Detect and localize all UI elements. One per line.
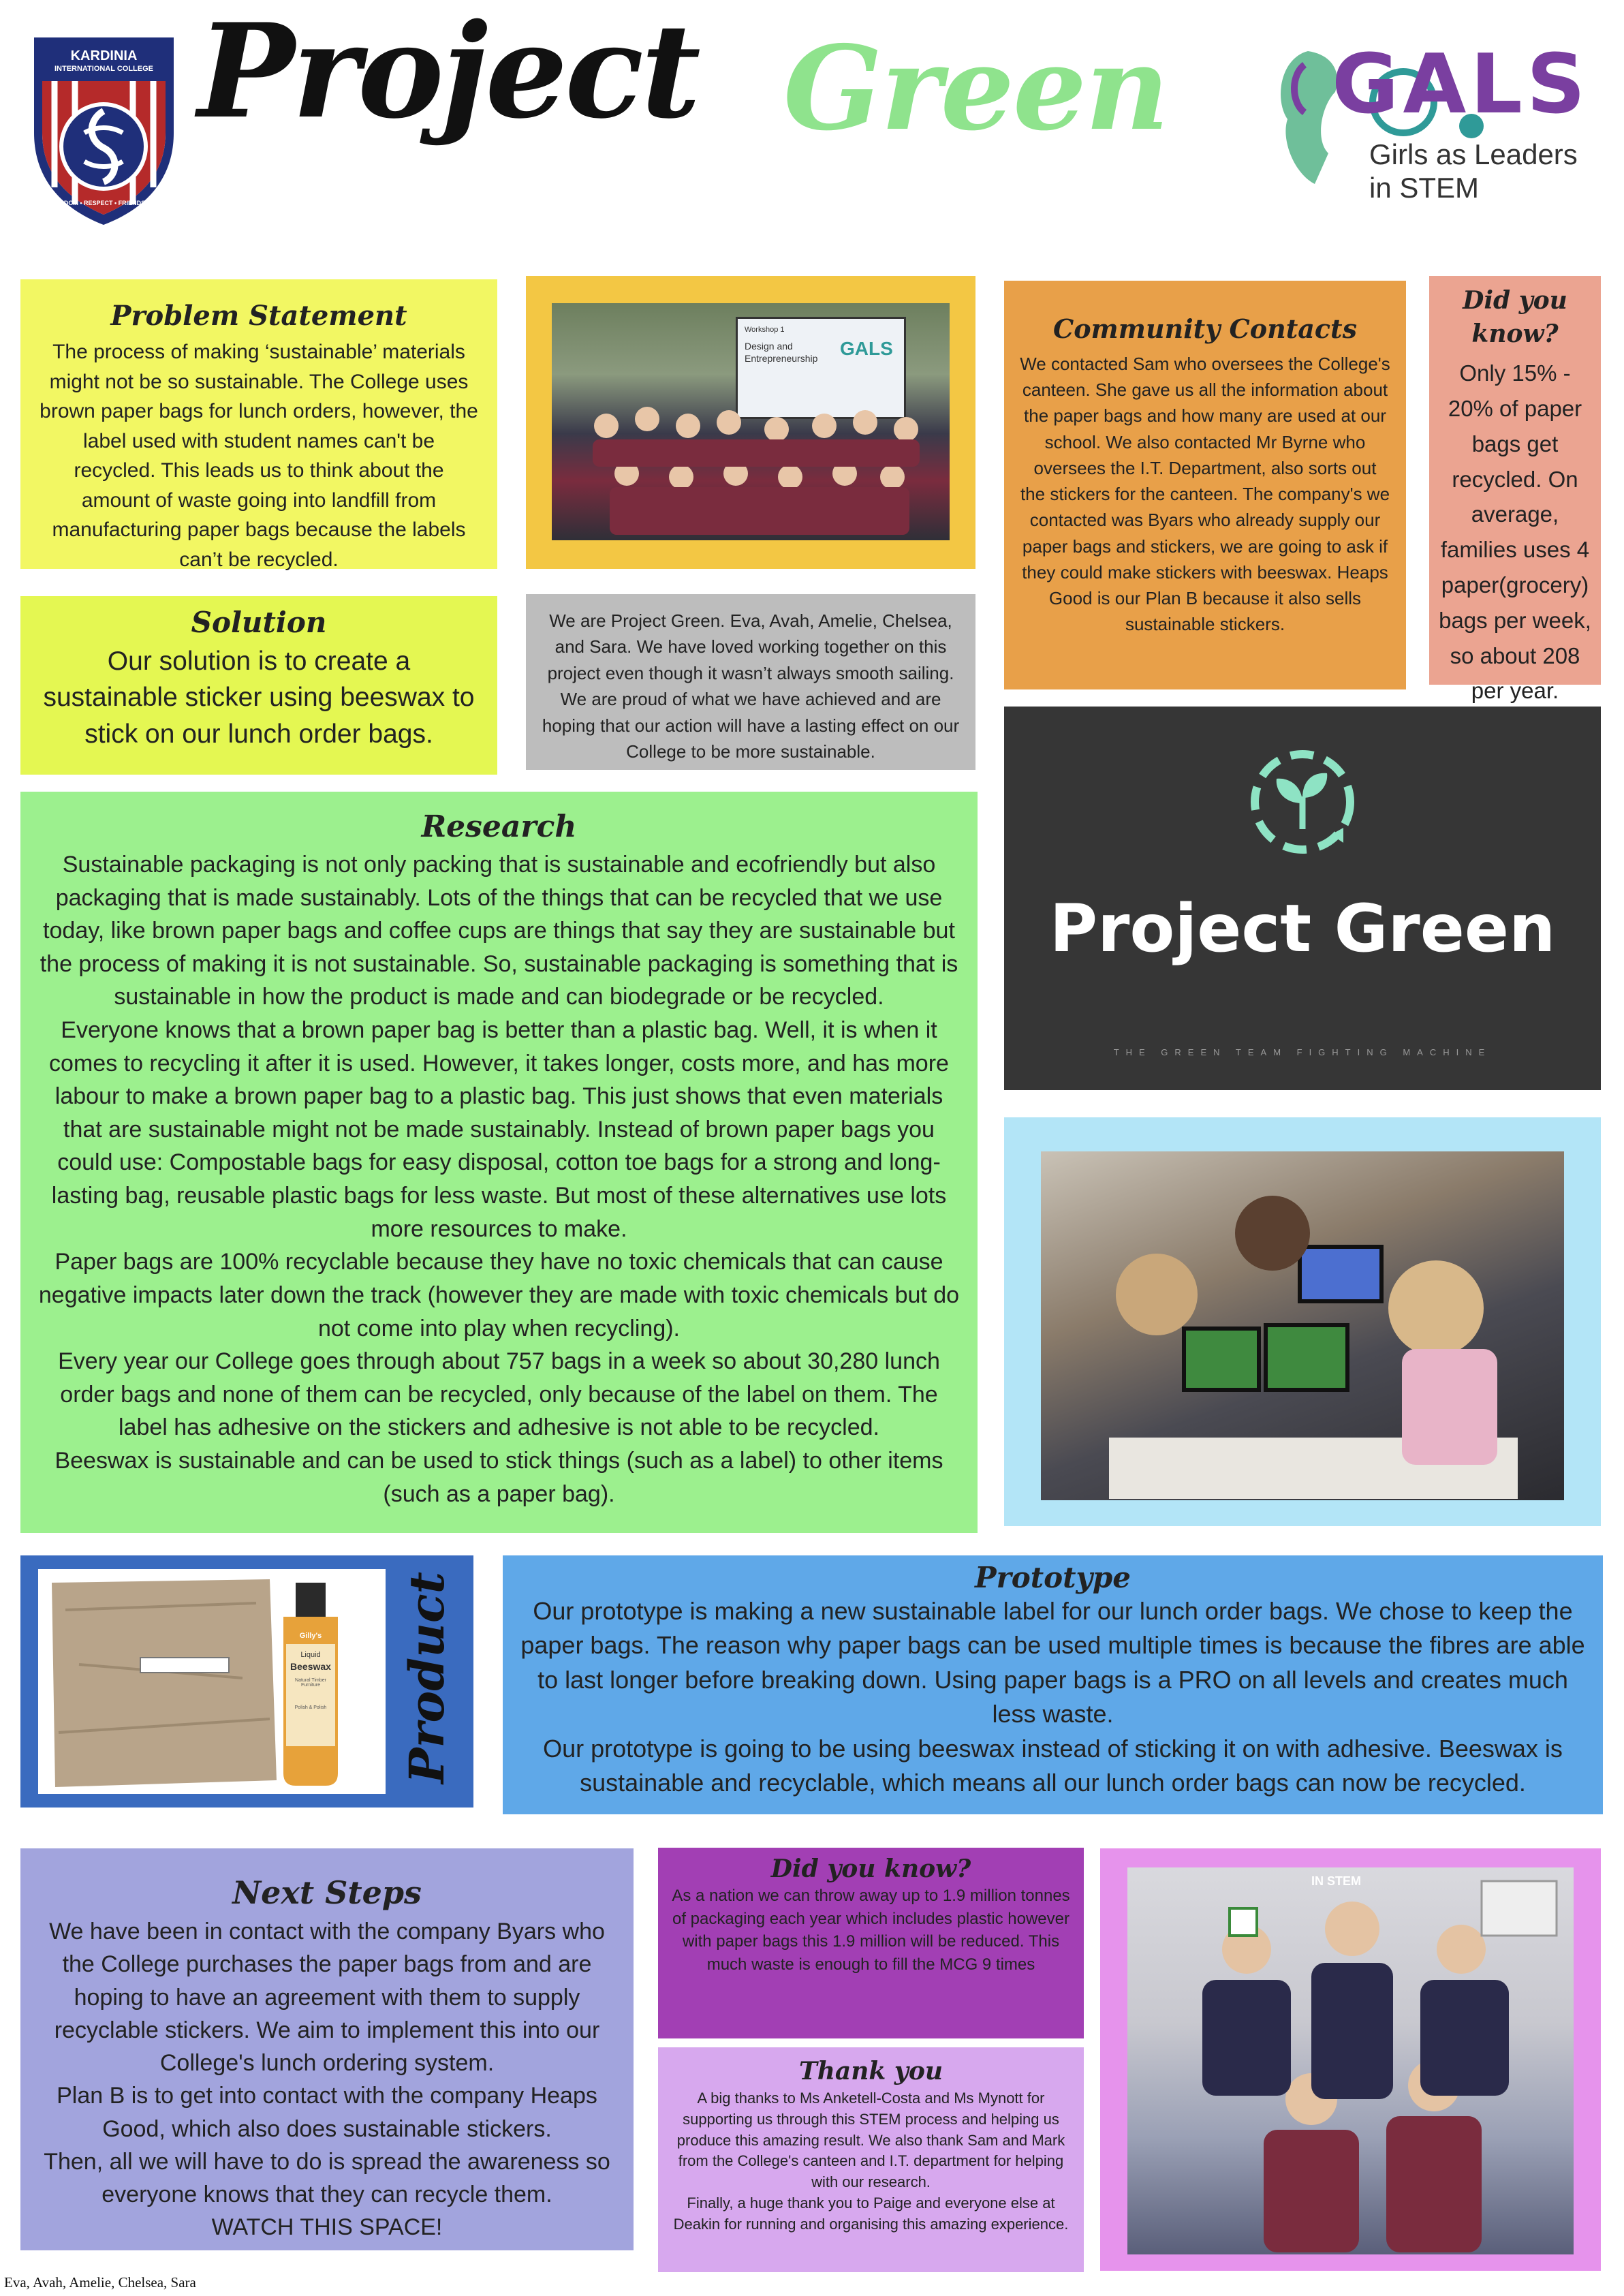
next-steps-paragraph-2: Plan B is to get into contact with the company Heaps Good, which also does sustainable stickers. xyxy=(57,2083,597,2142)
title-green: Green xyxy=(783,20,1168,157)
bottle-line-1: Liquid xyxy=(300,1651,321,1659)
gals-tagline-1: Girls as Leaders xyxy=(1369,138,1578,170)
did-you-know-panel-2 xyxy=(658,1848,1084,2038)
did-you-know-2-title: Did you know? xyxy=(770,1855,971,1883)
slide-line-2: Design and xyxy=(745,341,793,352)
about-team-text: We are Project Green. Eva, Avah, Amelie, Chelsea, and Sara. We have loved working together on this project even though it wasn’t always smooth sailing. We are proud of what we have achieved and are hoping that our action will have a lasting effect on our College to be more sustainable. xyxy=(542,610,960,762)
workshop-photo-frame xyxy=(526,276,975,569)
did-you-know-panel-1 xyxy=(1429,276,1601,704)
prototype-title: Prototype xyxy=(974,1561,1131,1594)
about-team-panel xyxy=(526,594,975,770)
students-working-laptops-photo xyxy=(1041,1151,1564,1500)
school-logo-subname: INTERNATIONAL COLLEGE xyxy=(54,65,154,73)
bottle-brand: Gilly's xyxy=(299,1632,322,1640)
community-contacts-text: We contacted Sam who oversees the College's canteen. She gave us all the information about the paper bags and how many are used at our school. We also contacted Mr Byrne who oversees the I.T. Department, also sorts out the stickers for the canteen. The company's we contacted was Byars who already supply our paper bags and stickers, we are going to ask if they could make stickers with beeswax. Heaps Good is our Plan B because it also sells sustainable stickers. xyxy=(1020,354,1390,635)
slide-line-3: Entrepreneurship xyxy=(745,353,818,364)
next-steps-paragraph-1: We have been in contact with the company Byars who the College purchases the paper bags from and are hoping to have an agreement with them to supply recyclable stickers. We aim to implement this into our College's lunch ordering system. xyxy=(49,1919,605,2077)
problem-statement-text: The process of making ‘sustainable’ materials might not be so sustainable. The College uses brown paper bags for lunch orders, however, the label used with student names can't be recycled. This leads us to think about the amount of waste going into landfill from manufacturing paper bags because the labels can’t be recycled. xyxy=(40,341,478,571)
did-you-know-2-text: As a nation we can throw away up to 1.9 million tonnes of packaging each year which includes plastic however with paper bags this 1.9 million will be reduced. This much waste is enough to fill the MCG 9 times xyxy=(672,1887,1070,1974)
did-you-know-1-text: Only 15% - 20% of paper bags get recycled. On average, families uses 4 paper(grocery) bags per week, so about 208 per year. xyxy=(1439,360,1591,704)
solution-panel xyxy=(20,596,497,775)
product-photo xyxy=(38,1569,386,1794)
product-label: Product xyxy=(399,1571,455,1784)
slide-gals-logo: GALS xyxy=(840,338,893,359)
group-workshop-photo xyxy=(552,303,950,540)
prototype-panel xyxy=(503,1555,1603,1814)
research-paragraph-3: Paper bags are 100% recyclable because they have no toxic chemicals that can cause negative impacts later down the track (however they are made with toxic chemicals but do not come into play when recycling). xyxy=(38,1249,960,1341)
gals-tagline-2: in STEM xyxy=(1369,172,1480,204)
research-panel xyxy=(20,792,978,1533)
next-steps-paragraph-4: WATCH THIS SPACE! xyxy=(211,2214,443,2241)
did-you-know-1-title: Did you know? xyxy=(1463,286,1567,348)
thank-you-panel xyxy=(658,2047,1084,2272)
next-steps-panel xyxy=(20,1848,634,2250)
school-logo-name: KARDINIA xyxy=(70,48,138,63)
school-crest-logo xyxy=(27,31,181,228)
solution-title: Solution xyxy=(191,606,327,639)
bottle-line-4: Polish & Polish xyxy=(294,1705,327,1710)
school-logo-motto: WISDOM • RESPECT • FRIENDSHIP xyxy=(52,200,156,206)
research-paragraph-4: Every year our College goes through about 757 bags in a week so about 30,280 lunch order bags and none of them can be recycled, only because of the label on them. The label has adhesive on the stickers and adhesive is not able to be recycled. xyxy=(58,1348,940,1441)
brand-wordmark: Project Green xyxy=(1049,890,1556,967)
solution-text: Our solution is to create a sustainable sticker using beeswax to stick on our lunch order bags. xyxy=(43,647,475,749)
next-steps-paragraph-3: Then, all we will have to do is spread the awareness so everyone knows that they can recycle them. xyxy=(44,2148,610,2208)
problem-statement-panel xyxy=(20,279,497,569)
bottle-line-3: Natural Timber Furniture xyxy=(295,1678,326,1688)
research-title: Research xyxy=(421,809,577,844)
team-photo-banner: IN STEM xyxy=(1311,1874,1362,1888)
team-photo xyxy=(1127,1867,1574,2254)
research-paragraph-5: Beeswax is sustainable and can be used to stick things (such as a label) to other items (such as a paper bag). xyxy=(54,1447,943,1507)
footer-names: Eva, Avah, Amelie, Chelsea, Sara xyxy=(4,2274,196,2291)
prototype-paragraph-1: Our prototype is making a new sustainable label for our lunch order bags. We chose to keep the paper bags. The reason why paper bags can be used multiple times is because the fibres are able to last longer before breaking down. Using paper bags is a PRO on all levels and creates much less waste. xyxy=(520,1597,1585,1728)
bottle-line-2: Beeswax xyxy=(290,1661,331,1672)
laptop-scene xyxy=(1041,1151,1564,1500)
community-contacts-panel xyxy=(1004,281,1406,689)
title-project: Project xyxy=(198,0,698,147)
project-green-brand-card xyxy=(1004,707,1601,1090)
problem-statement-title: Problem Statement xyxy=(110,300,407,332)
gals-wordmark: GALS xyxy=(1332,37,1590,132)
gals-logo xyxy=(1267,37,1608,208)
thank-you-paragraph-1: A big thanks to Ms Anketell-Costa and Ms Mynott for supporting us through this STEM process and helping us produce this amazing result. We also thank Sam and Mark from the College's canteen and I.T. department for helping with our research. xyxy=(676,2090,1065,2191)
students-silhouettes xyxy=(552,392,950,540)
team-photo-frame xyxy=(1100,1848,1601,2271)
team-members xyxy=(1127,1867,1574,2254)
classroom-photo-frame xyxy=(1004,1117,1601,1526)
slide-line-1: Workshop 1 xyxy=(745,326,785,334)
next-steps-title: Next Steps xyxy=(232,1874,422,1911)
community-contacts-title: Community Contacts xyxy=(1052,313,1358,344)
brand-tagline: THE GREEN TEAM FIGHTING MACHINE xyxy=(1113,1047,1492,1057)
product-panel xyxy=(20,1555,473,1808)
thank-you-title: Thank you xyxy=(798,2057,943,2085)
thank-you-paragraph-2: Finally, a huge thank you to Paige and everyone else at Deakin for running and organising this amazing experience. xyxy=(673,2194,1069,2233)
research-paragraph-1: Sustainable packaging is not only packing that is sustainable and ecofriendly but also packaging that is made sustainably. Lots of the things that can be recycled that we use today, like brown paper bags and coffee cups are things that say they are sustainable but the process of making it is not sustainable. So, sustainable packaging is something that is sustainable in how the product is made and can biodegrade or be recycled. xyxy=(40,852,958,1010)
research-paragraph-2: Everyone knows that a brown paper bag is better than a plastic bag. Well, it is when it comes to recycling it after it is used. However, it takes longer, costs more, and has more labour to make a brown paper bag to a plastic bag. This just shows that even materials that are sustainable might not be made sustainably. Instead of brown paper bags you could use: Compostable bags for easy disposal, cotton toe bags for a strong and long-lasting bag, reusable plastic bags for less waste. But most of these alternatives use lots more resources to make. xyxy=(49,1017,949,1242)
prototype-paragraph-2: Our prototype is going to be using beeswax instead of sticking it on with adhesive. Beeswax is sustainable and recyclable, which means all our lunch order bags can now be recycled. xyxy=(543,1734,1563,1797)
sprout-cycle-icon xyxy=(1241,741,1364,863)
